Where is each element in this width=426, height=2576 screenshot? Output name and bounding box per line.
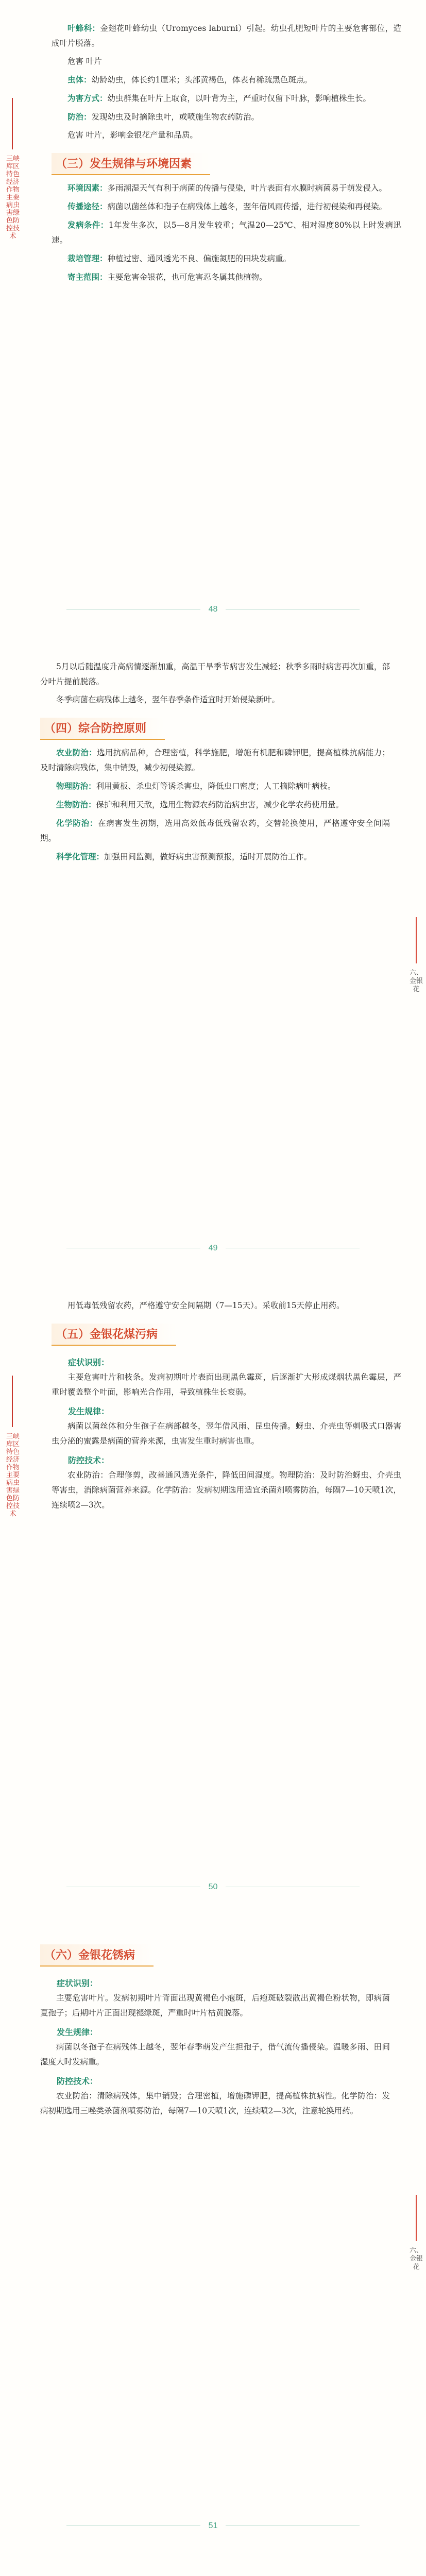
paragraph-lead: 生物防治： [56, 800, 96, 809]
paragraph-lead: 发病条件： [67, 220, 109, 230]
page [0, 639, 426, 1278]
section-heading: （六）金银花锈病 [40, 1944, 154, 1967]
paragraph-text: 发现幼虫及时摘除虫叶，或喷施生物农药防治。 [91, 112, 260, 122]
page-content [52, 1298, 401, 1516]
paragraph [52, 128, 401, 143]
paragraph [52, 109, 401, 125]
paragraph [40, 797, 390, 812]
page-number: 48 [0, 605, 426, 614]
subsection-text: 病菌以菌丝体和分生孢子在病部越冬，翌年借风雨、昆虫传播。蚜虫、介壳虫等刺吸式口器害虫分泌的蜜露是病菌的营养来源，虫害发生重时病害也重。 [52, 1421, 401, 1446]
paragraph-text: 病菌以菌丝体和孢子在病残体上越冬，翌年借风雨传播，进行初侵染和再侵染。 [107, 202, 387, 211]
paragraph-lead: 环境因素： [67, 183, 108, 193]
page [0, 2555, 426, 2576]
subsection-text: 农业防治：清除病残体，集中销毁；合理密植，增施磷钾肥，提高植株抗病性。化学防治：发病初期选用三唑类杀菌剂喷雾防治，每隔7—10天喷1次，连续喷2—3次，注意轮换用药。 [40, 2091, 390, 2115]
paragraph-lead: 栽培管理： [67, 253, 108, 263]
paragraph [52, 21, 401, 51]
paragraph-text: 种植过密、通风透光不良、偏施氮肥的田块发病重。 [107, 254, 292, 263]
paragraph-lead: 虫体： [67, 75, 92, 84]
paragraph-lead: 叶蜂科： [67, 23, 100, 33]
paragraph [52, 217, 401, 248]
section-heading: （五）金银花煤污病 [52, 1324, 176, 1346]
paragraph [52, 72, 401, 88]
page-number: 51 [0, 2521, 426, 2531]
paragraph-text: 在病害发生初期，选用高效低毒低残留农药，交替轮换使用，严格遵守安全间隔期。 [40, 819, 390, 843]
paragraph-text: 幼虫群集在叶片上取食，以叶背为主，严重时仅留下叶脉，影响植株生长。 [107, 94, 371, 103]
section-heading: （四）综合防控原则 [40, 718, 165, 740]
side-label: 三峡库区特色经济作物主要病虫害绿色防控技术 [6, 1432, 20, 1517]
paragraph-lead: 化学防治： [56, 818, 98, 828]
paragraph-text: 危害 叶片，影响金银花产量和品质。 [67, 130, 198, 140]
paragraph-lead: 物理防治： [56, 781, 96, 791]
page [0, 0, 426, 639]
paragraph-text: 金翅花叶蜂幼虫（Uromyces laburni）引起。幼虫孔肥短叶片的主要危害部位，造成叶片脱落。 [52, 24, 401, 48]
subsection-text: 农业防治：合理修剪，改善通风透光条件，降低田间湿度。物理防治：及时防治蚜虫、介壳虫等害虫，消除病菌营养来源。化学防治：发病初期选用适宜杀菌剂喷雾防治，每隔7—10天喷1次，连续喷2—3次。 [52, 1470, 401, 1510]
paragraph [40, 778, 390, 794]
paragraph-lead: 寄主范围： [67, 272, 108, 282]
paragraph [52, 180, 401, 196]
paragraph-lead: 传播途径： [67, 201, 108, 211]
paragraph [52, 54, 401, 69]
section-heading: （三）发生规律与环境因素 [52, 153, 210, 175]
paragraph-lead: 防治： [67, 112, 92, 122]
paragraph [52, 1298, 401, 1313]
page-content [52, 21, 401, 288]
paragraph-text: 利用黄板、杀虫灯等诱杀害虫，降低虫口密度；人工摘除病叶病枝。 [96, 782, 336, 791]
paragraph [40, 692, 390, 707]
page [0, 1278, 426, 1917]
paragraph [52, 251, 401, 266]
paragraph [40, 659, 390, 689]
side-mark: 六、金银花 [410, 969, 423, 993]
side-mark: 六、金银花 [410, 2246, 423, 2270]
paragraph-text: 冬季病菌在病残体上越冬，翌年春季条件适宜时开始侵染新叶。 [56, 695, 280, 704]
paragraph-text: 多雨潮湿天气有利于病菌的传播与侵染，叶片表面有水膜时病菌易于萌发侵入。 [107, 183, 387, 193]
paragraph [52, 199, 401, 214]
paragraph [40, 816, 390, 846]
paragraph-lead: 为害方式： [67, 93, 108, 103]
paragraph-text: 主要危害金银花，也可危害忍冬属其他植物。 [107, 273, 267, 282]
subsection-heading: 症状识别： [57, 1979, 98, 1988]
paragraph [52, 91, 401, 106]
page [0, 1917, 426, 2555]
paragraph-text: 选用抗病品种，合理密植，科学施肥，增施有机肥和磷钾肥，提高植株抗病能力；及时清除病残体，集中销毁，减少初侵染源。 [40, 748, 390, 772]
subsection-text: 病菌以冬孢子在病残体上越冬，翌年春季萌发产生担孢子，借气流传播侵染。温暖多雨、田间湿度大时发病重。 [40, 2042, 390, 2066]
paragraph-text: 5月以后随温度升高病情逐渐加重，高温干旱季节病害发生减轻；秋季多雨时病害再次加重，部分叶片提前脱落。 [40, 662, 390, 686]
paragraph-lead: 农业防治： [56, 748, 97, 757]
page-content [40, 659, 390, 868]
paragraph [40, 849, 390, 865]
paragraph-text: 保护和利用天敌，选用生物源农药防治病虫害，减少化学农药使用量。 [96, 800, 344, 809]
subsection-heading: 发生规律： [57, 2028, 98, 2037]
subsection-text: 主要危害叶片和枝条。发病初期叶片表面出现黑色霉斑，后逐渐扩大形成煤烟状黑色霉层，严重时覆盖整个叶面，影响光合作用，导致植株生长衰弱。 [52, 1372, 401, 1397]
paragraph [40, 745, 390, 775]
page-content [40, 1937, 390, 2122]
subsection-text: 主要危害叶片。发病初期叶片背面出现黄褐色小疱斑，后疱斑破裂散出黄褐色粉状物，即病菌夏孢子；后期叶片正面出现褪绿斑，严重时叶片枯黄脱落。 [40, 1993, 390, 2018]
paragraph-text: 1年发生多次，以5—8月发生较重；气温20—25℃、相对湿度80%以上时发病迅速。 [52, 221, 401, 245]
paragraph [52, 269, 401, 285]
page-number: 50 [0, 1883, 426, 1892]
side-label: 三峡库区特色经济作物主要病虫害绿色防控技术 [6, 155, 20, 240]
paragraph-text: 危害 叶片 [67, 57, 102, 66]
subsection-heading: 防控技术： [57, 2077, 98, 2086]
paragraph-lead: 科学化管理： [56, 852, 105, 861]
subsection-heading: 症状识别： [68, 1359, 110, 1367]
subsection-heading: 防控技术： [68, 1456, 110, 1465]
paragraph-text: 用低毒低残留农药，严格遵守安全间隔期（7—15天）。采收前15天停止用药。 [67, 1301, 345, 1310]
subsection-heading: 发生规律： [68, 1408, 110, 1416]
paragraph-text: 幼龄幼虫，体长约1厘米；头部黄褐色，体表有稀疏黑色斑点。 [91, 75, 312, 84]
paragraph-text: 加强田间监测，做好病虫害预测预报，适时开展防治工作。 [104, 852, 312, 861]
page-number: 49 [0, 1244, 426, 1253]
